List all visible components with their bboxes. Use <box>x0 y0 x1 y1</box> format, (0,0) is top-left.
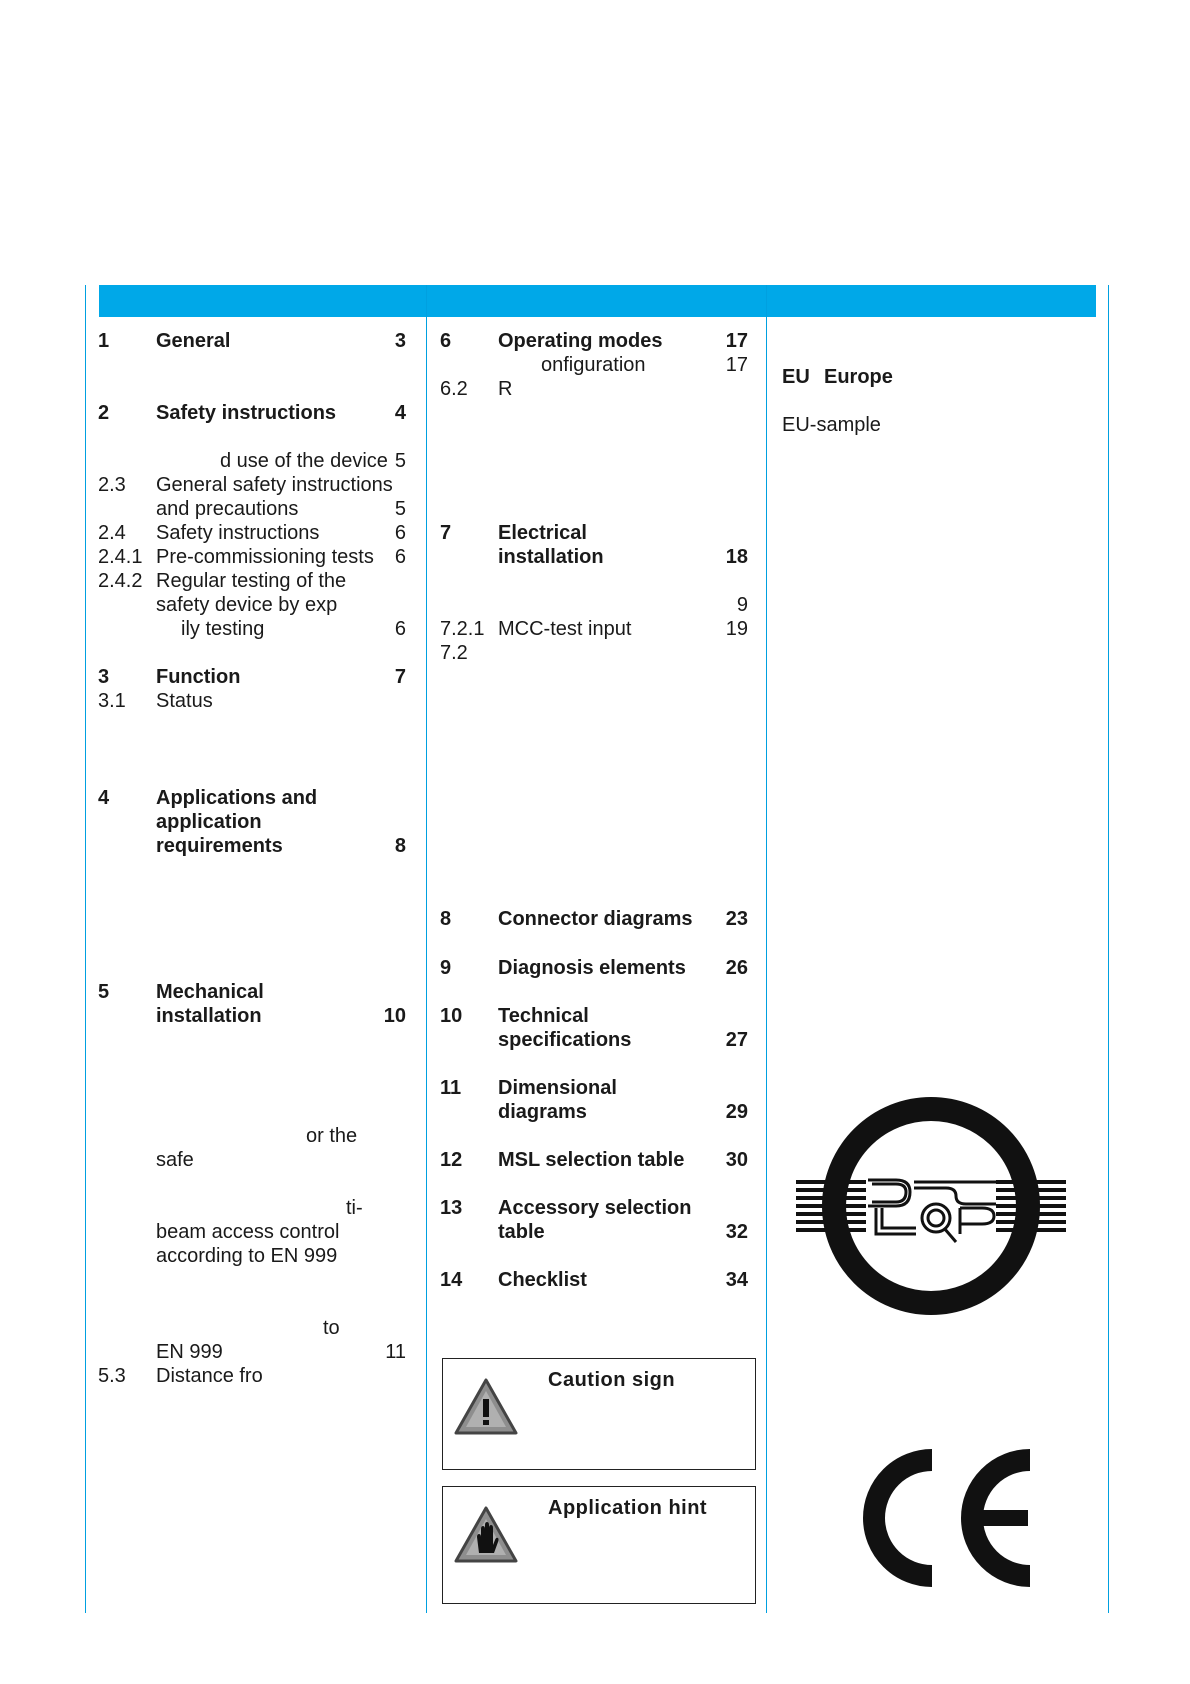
toc-title-cont[interactable]: installation <box>156 1005 262 1027</box>
application-hint-label: Application hint <box>548 1497 708 1519</box>
toc-num: 2.3 <box>98 474 126 496</box>
toc-title[interactable]: Distance fro <box>156 1365 263 1387</box>
toc-page: 8 <box>394 835 406 857</box>
toc-page: 3 <box>394 330 406 352</box>
toc-title[interactable]: General safety instructions <box>156 474 393 496</box>
sample-label: EU-sample <box>782 414 881 436</box>
toc-title[interactable]: Status <box>156 690 213 712</box>
toc-title[interactable]: Electrical <box>498 522 587 544</box>
toc-title[interactable]: onfiguration <box>541 354 646 376</box>
toc-page: 6 <box>394 546 406 568</box>
toc-page: 32 <box>725 1221 748 1243</box>
toc-num: 2.4.2 <box>98 570 143 592</box>
toc-num: 7.2 <box>440 642 468 664</box>
toc-page: 17 <box>725 354 748 376</box>
toc-title-cont[interactable]: and precautions <box>156 498 299 520</box>
toc-fragment: ti- <box>346 1197 363 1219</box>
toc-title-cont[interactable]: table <box>498 1221 545 1243</box>
toc-page: 26 <box>725 957 748 979</box>
column-rule-1 <box>426 285 427 1613</box>
toc-title[interactable]: Applications and <box>156 787 318 809</box>
toc-num: 11 <box>440 1077 462 1099</box>
caution-legend-box <box>442 1358 756 1470</box>
toc-num: 4 <box>98 787 110 809</box>
toc-title-cont[interactable]: diagrams <box>498 1101 587 1123</box>
toc-page: 29 <box>725 1101 748 1123</box>
toc-num: 12 <box>440 1149 463 1171</box>
column-rule-2 <box>766 285 767 1613</box>
toc-num: 2.4.1 <box>98 546 143 568</box>
toc-page: 4 <box>394 402 406 424</box>
toc-title[interactable]: Safety instructions <box>156 522 320 544</box>
toc-fragment: or the <box>306 1125 358 1147</box>
toc-fragment: according to EN 999 <box>156 1245 338 1267</box>
toc-page: 7 <box>394 666 406 688</box>
toc-title[interactable]: Regular testing of the <box>156 570 347 592</box>
toc-fragment: beam access control <box>156 1221 340 1243</box>
toc-title[interactable]: d use of the device <box>220 450 388 472</box>
region-code: EU <box>782 366 810 388</box>
toc-page: 6 <box>394 522 406 544</box>
toc-num: 7 <box>440 522 452 544</box>
header-bar <box>99 285 1096 317</box>
toc-title-cont[interactable]: installation <box>498 546 604 568</box>
toc-num: 1 <box>98 330 110 352</box>
toc-title-cont[interactable]: specifications <box>498 1029 632 1051</box>
toc-title[interactable]: Safety instructions <box>156 402 337 424</box>
toc-page: 27 <box>725 1029 748 1051</box>
toc-num: 6 <box>440 330 452 352</box>
toc-fragment: to <box>323 1317 340 1339</box>
warning-triangle-icon <box>453 1377 519 1442</box>
toc-page: 17 <box>725 330 748 352</box>
toc-num: 13 <box>440 1197 463 1219</box>
toc-page: 19 <box>725 618 748 640</box>
caution-sign-label: Caution sign <box>548 1369 676 1391</box>
toc-num: 6.2 <box>440 378 468 400</box>
ce-mark-logo <box>850 1448 1040 1588</box>
toc-num: 3 <box>98 666 110 688</box>
toc-title[interactable]: Technical <box>498 1005 589 1027</box>
toc-num: 5 <box>98 981 110 1003</box>
toc-title[interactable]: Connector diagrams <box>498 908 693 930</box>
toc-title[interactable]: R <box>498 378 513 400</box>
toc-page: 11 <box>385 1341 406 1363</box>
hand-stop-icon <box>453 1505 519 1570</box>
toc-title[interactable]: Dimensional <box>498 1077 617 1099</box>
toc-num: 8 <box>440 908 452 930</box>
toc-num: 2.4 <box>98 522 126 544</box>
toc-page: 10 <box>383 1005 406 1027</box>
toc-page: 5 <box>394 498 406 520</box>
toc-page: 6 <box>394 618 406 640</box>
toc-page: 5 <box>394 450 406 472</box>
toc-num: 14 <box>440 1269 463 1291</box>
toc-title[interactable]: Pre-commissioning tests <box>156 546 374 568</box>
dqs-certification-logo <box>796 1096 1066 1316</box>
toc-title[interactable]: Mechanical <box>156 981 264 1003</box>
toc-page: 30 <box>725 1149 748 1171</box>
toc-page: 34 <box>725 1269 748 1291</box>
toc-title[interactable]: Accessory selection <box>498 1197 692 1219</box>
toc-title[interactable]: Diagnosis elements <box>498 957 686 979</box>
toc-title[interactable]: EN 999 <box>156 1341 223 1363</box>
toc-title-cont[interactable]: requirements <box>156 835 283 857</box>
toc-title-cont[interactable]: application <box>156 811 262 833</box>
toc-num: 9 <box>440 957 452 979</box>
toc-fragment: safe <box>156 1149 194 1171</box>
toc-title[interactable]: Checklist <box>498 1269 587 1291</box>
column-rule-left <box>85 285 86 1613</box>
toc-title[interactable]: Function <box>156 666 241 688</box>
toc-title[interactable]: General <box>156 330 231 352</box>
toc-title[interactable]: ily testing <box>181 618 265 640</box>
hint-legend-box <box>442 1486 756 1604</box>
column-rule-right <box>1108 285 1109 1613</box>
toc-page: 23 <box>725 908 748 930</box>
toc-title[interactable]: MCC-test input <box>498 618 632 640</box>
toc-num: 7.2.1 <box>440 618 485 640</box>
toc-num: 10 <box>440 1005 463 1027</box>
toc-page: 18 <box>725 546 748 568</box>
toc-num: 5.3 <box>98 1365 126 1387</box>
toc-title[interactable]: Operating modes <box>498 330 663 352</box>
toc-title-cont[interactable]: safety device by exp <box>156 594 338 616</box>
toc-page: 9 <box>736 594 748 616</box>
region-name: Europe <box>824 366 893 388</box>
toc-title[interactable]: MSL selection table <box>498 1149 685 1171</box>
toc-num: 3.1 <box>98 690 126 712</box>
toc-num: 2 <box>98 402 110 424</box>
